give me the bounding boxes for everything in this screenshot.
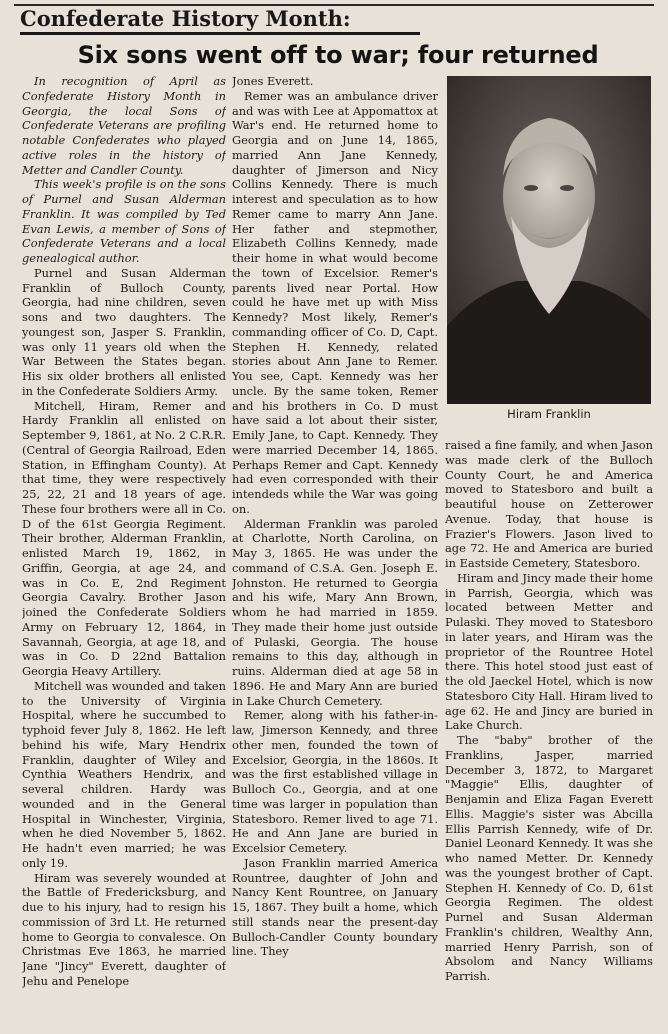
- body-paragraph: Remer was an ambulance driver and was with Lee at Appomattox at War's end. He returned home to Georgia and on June 14, 1865, married Ann Jane Kennedy, daughter of Jimerson and Nicy Collins Kennedy. There is much interest and speculation as to how Remer came to marry Ann Jane. Her father and stepmother, Elizabeth Collins Kennedy, made their home in what would become the town of Excelsior. Remer's parents lived near Portal. How could he have met up with Miss Kennedy? Most likely, Remer's commanding officer of Co. D, Capt. Stephen H. Kennedy, related stories about Ann Jane to Remer. You see, Capt. Kennedy was her uncle. By the same token, Remer and his brothers in Co. D must have said a lot about their sister, Emily Jane, to Capt. Kennedy. They were married December 14, 1865. Perhaps Remer and Capt. Kennedy had even corresponded with their intendeds while the War was going on.: [232, 88, 438, 516]
- article-column-1: [22, 74, 226, 1024]
- body-paragraph: Remer, along with his father-in-law, Jimerson Kennedy, and three other men, founded the town of Excelsior, Georgia, in the 1860s. It was the first established village in Bulloch Co., Georgia, and at one time was larger in population than Statesboro. Remer lived to age 71. He and Ann Jane are buried in Excelsior Cemetery.: [232, 708, 438, 855]
- intro-paragraph: In recognition of April as Confederate History Month in Georgia, the local Sons of Confederate Veterans are profiling notable Confederates who played active roles in the history of Metter and Candler County.: [22, 74, 226, 177]
- body-paragraph: The "baby" brother of the Franklins, Jasper, married December 3, 1872, to Margaret "Maggie" Ellis, daughter of Benjamin and Eliza Fagan Everett Ellis. Maggie's sister was Abcilla Ellis Parrish Kennedy, wife of Dr. Daniel Leonard Kennedy. It was she who named Metter. Dr. Kennedy was the youngest brother of Capt. Stephen H. Kennedy of Co. D, 61st Georgia Regimen. The oldest Purnel and Susan Alderman Franklin's children, Wealthy Ann, married Henry Parrish, son of Absolom and Nancy Williams Parrish.: [445, 733, 653, 983]
- intro-paragraph: This week's profile is on the sons of Purnel and Susan Alderman Franklin. It was compiled by Ted Evan Lewis, a member of Sons of Confederate Veterans and a local genealogical author.: [22, 177, 226, 265]
- body-paragraph: Mitchell was wounded and taken to the University of Virginia Hospital, where he succumbed to typhoid fever July 8, 1862. He left behind his wife, Mary Hendrix Franklin, daughter of Wiley and Cynthia Weathers Hendrix, and several children. Hardy was wounded and in the General Hospital in Winchester, Virginia, when he died November 5, 1862. He hadn't even married; he was only 19.: [22, 678, 226, 870]
- headline: Six sons went off to war; four returned: [77, 41, 599, 69]
- body-paragraph: Hiram and Jincy made their home in Parrish, Georgia, which was located between Metter and Pulaski. They moved to Statesboro in later years, and Hiram was the proprietor of the Rountree Hotel there. This hotel stood just east of the old Jaeckel Hotel, which is now Statesboro City Hall. Hiram lived to age 62. He and Jincy are buried in Lake Church.: [445, 570, 653, 733]
- section-title: Confederate History Month:: [20, 6, 420, 35]
- body-paragraph: Purnel and Susan Alderman Franklin of Bulloch County, Georgia, had nine children, seven sons and two daughters. The youngest son, Jasper S. Franklin, was only 11 years old when the War Between the States began. His six older brothers all enlisted in the Confederate Soldiers Army.: [22, 265, 226, 398]
- body-paragraph: Alderman Franklin was paroled at Charlotte, North Carolina, on May 3, 1865. He was under the command of C.S.A. Gen. Joseph E. Johnston. He returned to Georgia and his wife, Mary Ann Brown, whom he had married in 1859. They made their home just outside of Pulaski, Georgia. The house remains to this day, although in ruins. Alderman died at age 58 in 1896. He and Mary Ann are buried in Lake Church Cemetery.: [232, 516, 438, 708]
- body-paragraph: raised a fine family, and when Jason was made clerk of the Bulloch County Court, he and America moved to Statesboro and built a beautiful house on Zetterower Avenue. Today, that house is Frazier's Flowers. Jason lived to age 72. He and America are buried in Eastside Cemetery, Statesboro.: [445, 438, 653, 570]
- body-paragraph: Mitchell, Hiram, Remer and Hardy Franklin all enlisted on September 9, 1861, at No. 2 C.R.R. (Central of Georgia Railroad, Eden Station, in Effingham County). At that time, they were respectively 25, 22, 21 and 18 years of age. These four brothers were all in Co. D of the 61st Georgia Regiment. Their brother, Alderman Franklin, enlisted March 19, 1862, in Griffin, Georgia, at age 24, and was in Co. E, 2nd Regiment Georgia Cavalry. Brother Jason joined the Confederate Soldiers Army on February 12, 1864, in Savannah, Georgia, at age 18, and was in Co. D 22nd Battalion Georgia Heavy Artillery.: [22, 398, 226, 678]
- portrait-photo: [447, 76, 651, 404]
- photo-caption: Hiram Franklin: [507, 407, 591, 421]
- body-paragraph: Jason Franklin married America Rountree, daughter of John and Nancy Kent Rountree, on January 15, 1867. They built a home, which still stands near the present-day Bulloch-Candler County boundary line. They: [232, 855, 438, 959]
- article-column-2: [232, 74, 438, 1024]
- article-column-3: [445, 438, 653, 1028]
- body-paragraph: Hiram was severely wounded at the Battle of Fredericksburg, and due to his injury, had to resign his commission of 3rd Lt. He returned home to Georgia to convalesce. On Christmas Eve 1863, he married Jane "Jincy" Everett, daughter of Jehu and Penelope: [22, 870, 226, 988]
- portrait-image: [447, 76, 651, 404]
- body-paragraph: Jones Everett.: [232, 74, 314, 88]
